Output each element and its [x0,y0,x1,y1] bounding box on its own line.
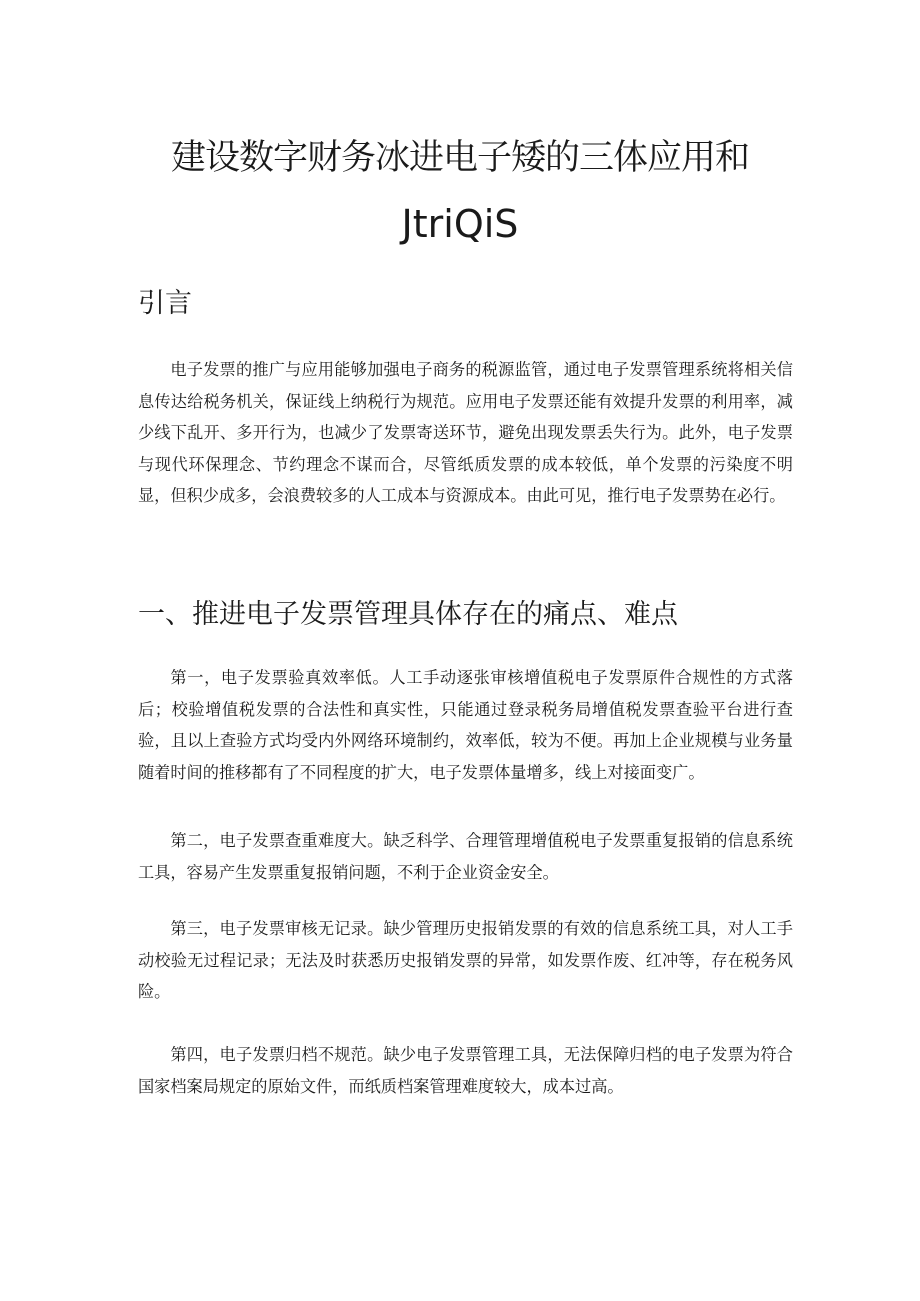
body-paragraph: 第一，电子发票验真效率低。人工手动逐张审核增值税电子发票原件合规性的方式落后；校验增值税发票的合法性和真实性，只能通过登录税务局增值税发票查验平台进行查验，且以上查验方式均受内外网络环境制约，效率低，较为不便。再加上企业规模与业务量随着时间的推移都有了不同程度的扩大，电子发票体量增多，线上对接面变广。 [138,668,793,782]
body-paragraph: 第三，电子发票审核无记录。缺少管理历史报销发票的有效的信息系统工具，对人工手动校验无过程记录；无法及时获悉历史报销发票的异常，如发票作废、红冲等，存在税务风险。 [138,919,793,1001]
section-heading: 一、推进电子发票管理具体存在的痛点、难点 [138,599,678,630]
document-title-line2: JtriQiS [401,202,519,246]
intro-heading: 引言 [138,288,192,319]
document-title-line1: 建设数字财务冰进电子矮的三体应用和 [170,138,749,178]
body-paragraph: 第二，电子发票查重难度大。缺乏科学、合理管理增值税电子发票重复报销的信息系统工具，容易产生发票重复报销问题，不利于企业资金安全。 [138,831,793,882]
body-paragraph: 第四，电子发票归档不规范。缺少电子发票管理工具，无法保障归档的电子发票为符合国家档案局规定的原始文件，而纸质档案管理难度较大，成本过高。 [138,1045,793,1096]
intro-paragraph: 电子发票的推广与应用能够加强电子商务的税源监管，通过电子发票管理系统将相关信息传达给税务机关，保证线上纳税行为规范。应用电子发票还能有效提升发票的利用率，减少线下乱开、多开行为，也减少了发票寄送环节，避免出现发票丢失行为。此外，电子发票与现代环保理念、节约理念不谋而合，尽管纸质发票的成本较低，单个发票的污染度不明显，但积少成多，会浪费较多的人工成本与资源成本。由此可见，推行电子发票势在必行。 [138,360,793,505]
